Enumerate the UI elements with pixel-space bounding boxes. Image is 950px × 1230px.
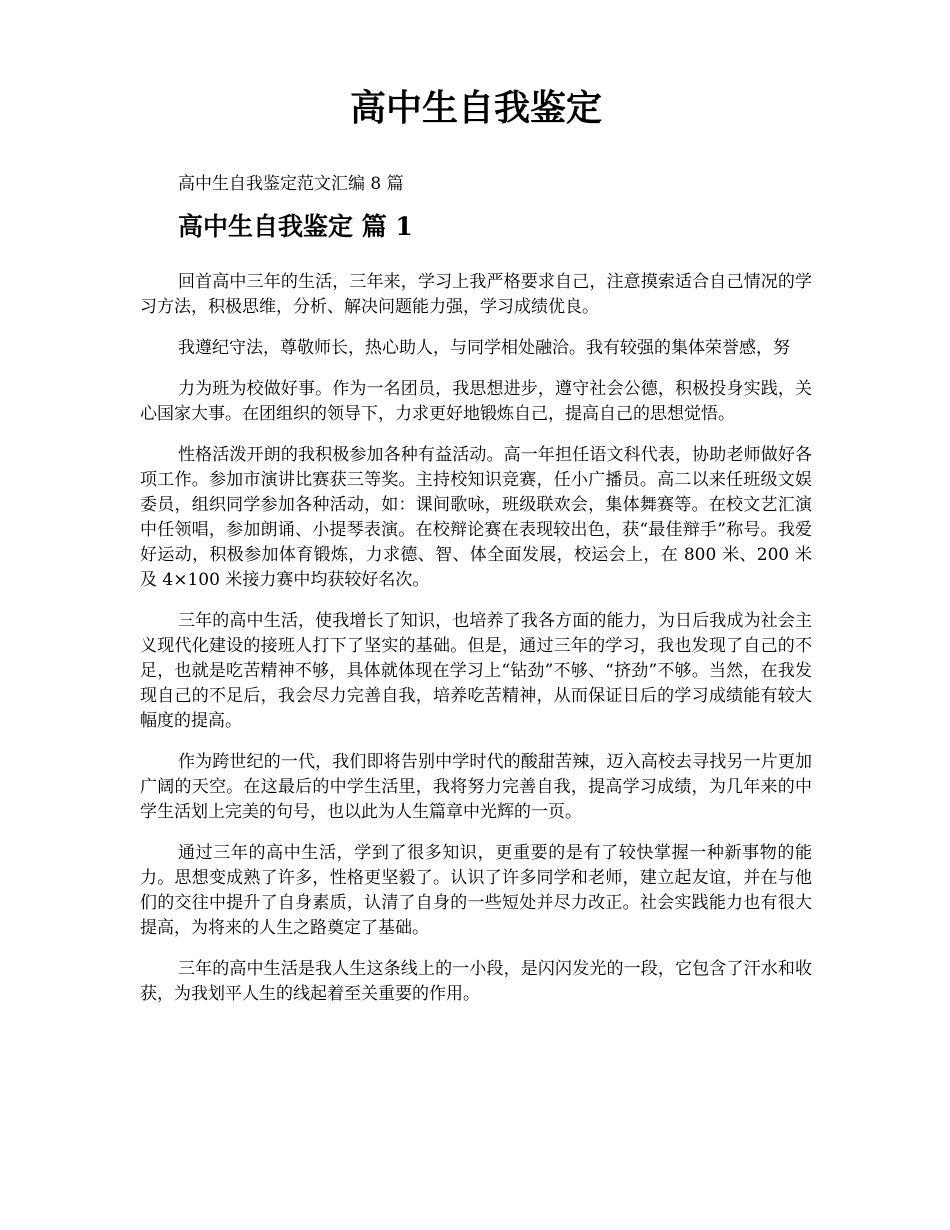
section-heading: 高中生自我鉴定 篇 1: [178, 212, 413, 241]
paragraph: 三年的高中生活是我人生这条线上的一小段，是闪闪发光的一段，它包含了汗水和收获，为我划平人生的线起着至关重要的作用。: [140, 959, 812, 1004]
document-subtitle: 高中生自我鉴定范文汇编 8 篇: [178, 174, 404, 194]
paragraph: 通过三年的高中生活，学到了很多知识，更重要的是有了较快掌握一种新事物的能力。思想变成熟了许多，性格更坚毅了。认识了许多同学和老师，建立起友谊，并在与他们的交往中提升了自身素质，认清了自身的一些短处并尽力改正。社会实践能力也有很大提高，为将来的人生之路奠定了基础。: [140, 843, 812, 938]
paragraph: 我遵纪守法，尊敬师长，热心助人，与同学相处融洽。我有较强的集体荣誉感，努: [178, 338, 790, 358]
paragraph: 三年的高中生活，使我增长了知识，也培养了我各方面的能力，为日后我成为社会主义现代化建设的接班人打下了坚实的基础。但是，通过三年的学习，我也发现了自己的不足，也就是吃苦精神不够，具体就体现在学习上“钻劲”不够、“挤劲”不够。当然，在我发现自己的不足后，我会尽力完善自我，培养吃苦精神，从而保证日后的学习成绩能有较大幅度的提高。: [140, 611, 812, 731]
paragraph: 性格活泼开朗的我积极参加各种有益活动。高一年担任语文科代表，协助老师做好各项工作。参加市演讲比赛获三等奖。主持校知识竞赛，任小广播员。高二以来任班级文娱委员，组织同学参加各种活动，如：课间歌咏，班级联欢会，集体舞赛等。在校文艺汇演中任领唱，参加朗诵、小提琴表演。在校辩论赛在表现较出色，获“最佳辩手”称号。我爱好运动，积极参加体育锻炼，力求德、智、体全面发展，校运会上，在 800 米、200 米及 4×100 米接力赛中均获较好名次。: [140, 445, 812, 590]
body-text: [140, 270, 812, 1007]
paragraph: 力为班为校做好事。作为一名团员，我思想进步，遵守社会公德，积极投身实践，关心国家大事。在团组织的领导下，力求更好地锻炼自己，提高自己的思想觉悟。: [140, 379, 812, 424]
paragraph: 作为跨世纪的一代，我们即将告别中学时代的酸甜苦辣，迈入高校去寻找另一片更加广阔的天空。在这最后的中学生活里，我将努力完善自我，提高学习成绩，为几年来的中学生活划上完美的句号，也以此为人生篇章中光辉的一页。: [140, 752, 812, 822]
document-title: 高中生自我鉴定: [349, 87, 602, 129]
paragraph: 回首高中三年的生活，三年来，学习上我严格要求自己，注意摸索适合自己情况的学习方法，积极思维，分析、解决问题能力强，学习成绩优良。: [140, 272, 812, 317]
